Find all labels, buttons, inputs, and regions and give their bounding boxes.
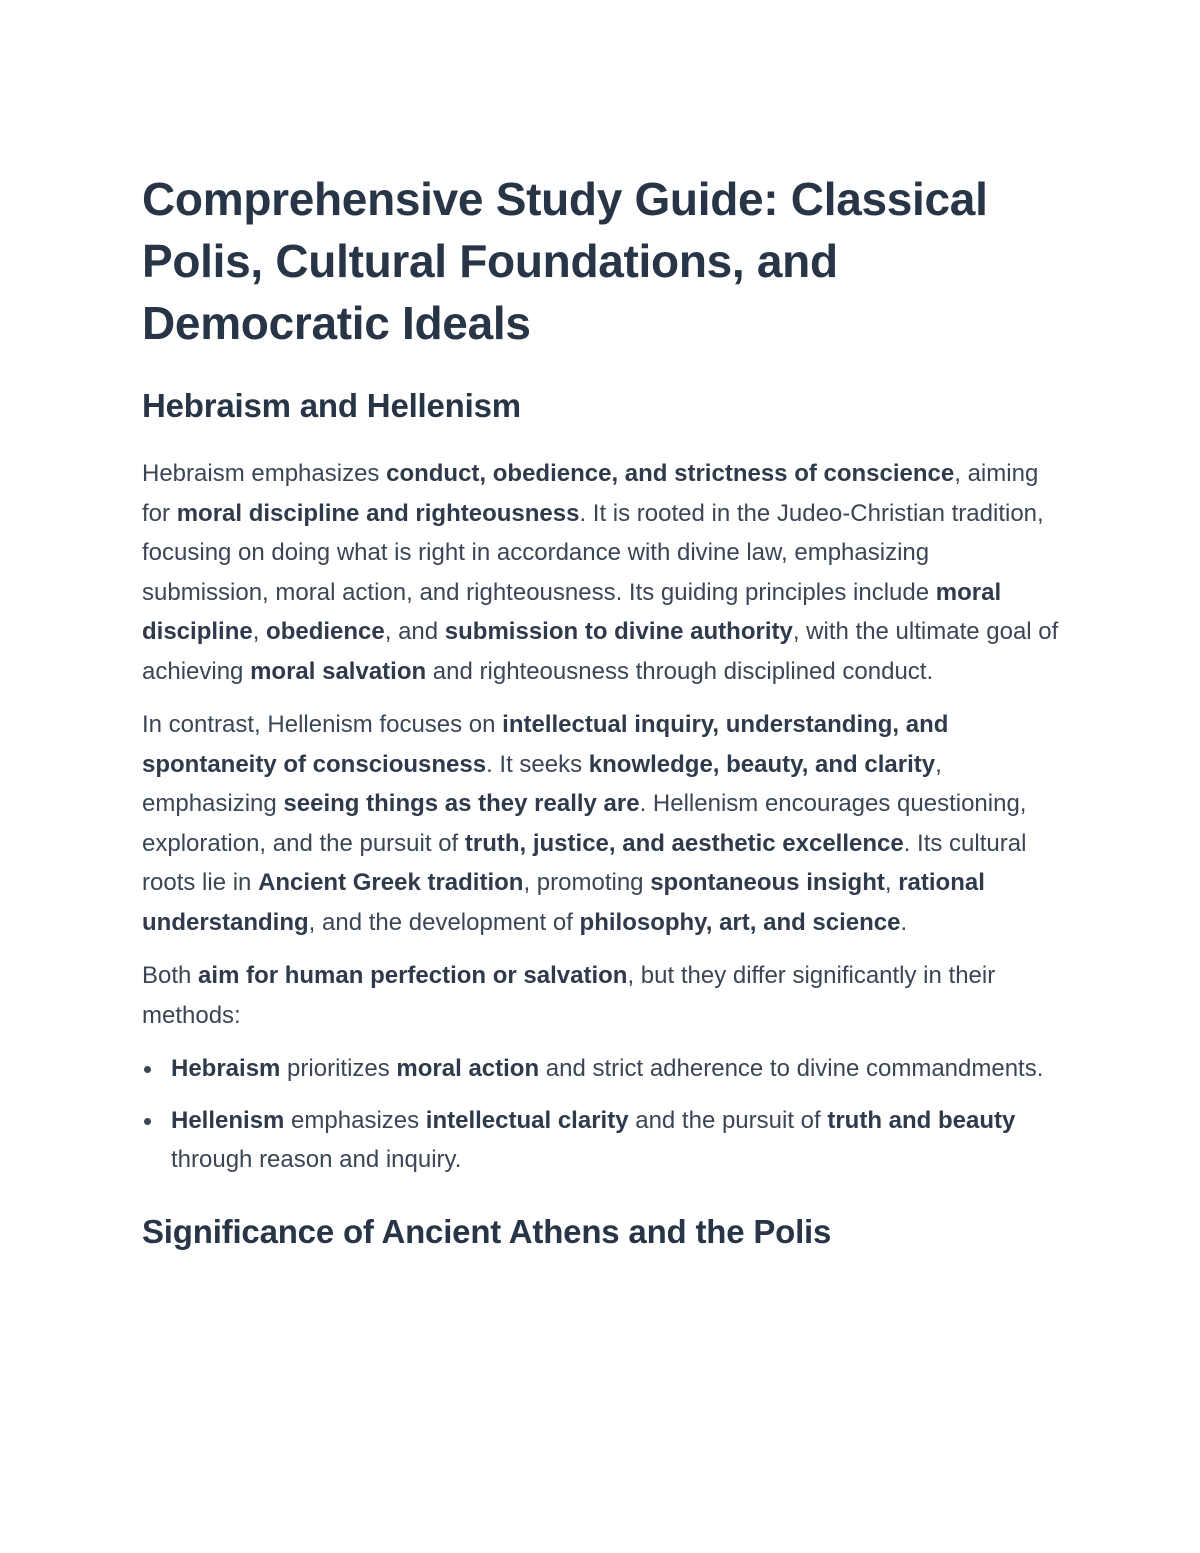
bold-text-run: moral discipline	[142, 578, 1002, 645]
text-run: and the pursuit of	[628, 1106, 828, 1134]
list-item-text	[171, 1107, 1015, 1174]
text-run: . It is rooted in the Judeo-Christian tradition, focusing on doing what is right in accordance with divine law, emphasizing submission, moral action, and righteousness. Its guiding principles include	[142, 499, 1044, 606]
text-run: .	[900, 908, 908, 936]
bold-text-run: intellectual clarity	[425, 1106, 629, 1134]
bold-text-run: seeing things as they really are	[283, 790, 640, 817]
bold-text-run: Hebraism	[171, 1055, 281, 1082]
bold-text-run: moral action	[396, 1055, 540, 1082]
paragraph-hebraism	[142, 454, 1062, 691]
bold-text-run: Ancient Greek tradition	[258, 869, 524, 896]
text-run: , aiming for	[142, 460, 1039, 527]
list-item	[142, 1049, 1062, 1089]
text-run: , and	[384, 618, 445, 645]
bold-text-run: philosophy, art, and science	[579, 908, 901, 936]
paragraph-comparison	[142, 956, 1062, 1035]
bold-text-run: submission to divine authority	[444, 618, 793, 645]
text-run: . Hellenism encourages questioning, exploration, and the pursuit of	[142, 790, 1027, 857]
document-title: Comprehensive Study Guide: Classical Polis, Cultural Foundations, and Democratic Ideals	[142, 173, 988, 349]
text-run: emphasizes	[284, 1106, 426, 1134]
text-run: In contrast, Hellenism focuses on	[142, 711, 503, 738]
text-run: , and the development of	[308, 908, 580, 936]
bold-text-run: knowledge, beauty, and clarity	[588, 750, 936, 778]
document-page	[142, 168, 1062, 1254]
text-run: and righteousness through disciplined conduct.	[426, 657, 934, 685]
bullet-icon	[144, 1118, 151, 1125]
section-heading-athens-polis: Significance of Ancient Athens and the Polis	[142, 1212, 832, 1250]
bold-text-run: obedience	[266, 618, 385, 645]
bold-text-run: moral salvation	[250, 657, 427, 685]
bold-text-run: spontaneous insight	[650, 869, 885, 896]
text-run: , emphasizing	[142, 750, 942, 817]
text-run: . It seeks	[486, 750, 589, 778]
text-run: , with the ultimate goal of achieving	[142, 618, 1059, 685]
comparison-list	[142, 1049, 1062, 1180]
bold-text-run: conduct, obedience, and strictness of conscience	[386, 460, 955, 487]
text-run: Both	[142, 962, 199, 989]
list-item	[142, 1101, 1062, 1180]
paragraph-hellenism	[142, 705, 1062, 942]
bold-text-run: moral discipline and righteousness	[176, 499, 580, 527]
section-heading-hebraism-hellenism: Hebraism and Hellenism	[142, 387, 521, 424]
text-run: . Its cultural roots lie in	[142, 829, 1027, 896]
bold-text-run: intellectual inquiry, understanding, and spontaneity of consciousness	[142, 711, 949, 778]
text-run: , promoting	[523, 869, 651, 896]
text-run: through reason and inquiry.	[171, 1146, 462, 1173]
bold-text-run: rational understanding	[142, 869, 985, 936]
list-item-text	[171, 1055, 1043, 1082]
text-run: ,	[252, 618, 267, 645]
bold-text-run: truth, justice, and aesthetic excellence	[464, 829, 904, 857]
text-run: Hebraism emphasizes	[142, 460, 387, 487]
bold-text-run: truth and beauty	[827, 1106, 1016, 1134]
text-run: ,	[884, 869, 899, 896]
text-run: and strict adherence to divine commandments.	[539, 1055, 1044, 1082]
bold-text-run: aim for human perfection or salvation	[198, 962, 628, 989]
bullet-icon	[144, 1066, 151, 1073]
text-run: , but they differ significantly in their methods:	[142, 962, 996, 1029]
text-run: prioritizes	[280, 1055, 397, 1082]
bold-text-run: Hellenism	[171, 1106, 285, 1134]
